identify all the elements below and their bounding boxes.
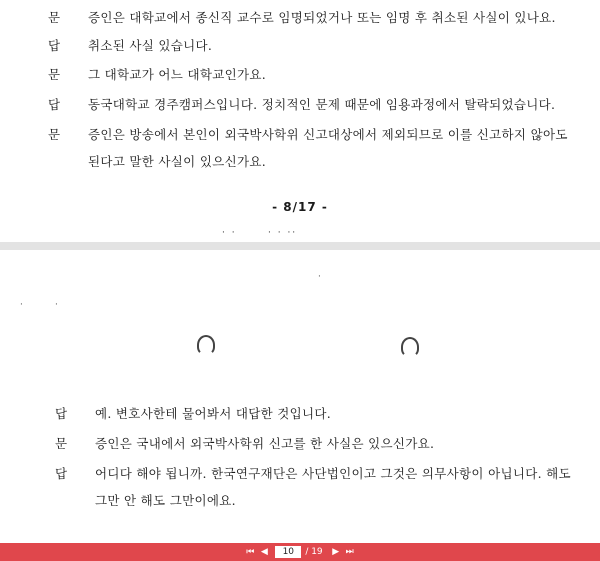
entry-text: 증인은 대학교에서 종신직 교수로 임명되었거나 또는 임명 후 취소된 사실이 있나요. xyxy=(88,10,556,25)
entry-text: 증인은 국내에서 외국박사학위 신고를 한 사실은 있으신가요. xyxy=(95,436,435,451)
entry-label: 문 xyxy=(48,67,61,82)
document-page-bottom xyxy=(0,250,600,543)
entry-text: 취소된 사실 있습니다. xyxy=(88,38,213,53)
qa-entry xyxy=(48,4,568,31)
page-gap xyxy=(0,242,600,250)
scan-speck: · xyxy=(55,300,58,310)
entry-text: 예. 변호사한테 물어봐서 대답한 것입니다. xyxy=(95,406,332,421)
next-page-icon[interactable]: ▶ xyxy=(332,547,340,557)
entry-label: 문 xyxy=(48,10,61,25)
entry-text: 그만 안 해도 그만이에요. xyxy=(95,493,236,508)
page-number: - 8/17 - xyxy=(272,200,328,214)
scan-speck: · xyxy=(318,272,321,282)
qa-entry xyxy=(55,400,575,427)
qa-entry xyxy=(55,430,575,457)
qa-entry xyxy=(48,32,568,59)
entry-text: 그 대학교가 어느 대학교인가요. xyxy=(88,67,266,82)
scan-specks: · · xyxy=(222,228,237,238)
entry-label: 문 xyxy=(55,436,68,451)
entry-label: 답 xyxy=(48,97,61,112)
entry-text: 증인은 방송에서 본인이 외국박사학위 신고대상에서 제외되므로 이를 신고하지 않아도 xyxy=(88,127,568,142)
qa-entry xyxy=(48,91,568,118)
entry-text: 동국대학교 경주캠퍼스입니다. 정치적인 문제 때문에 임용과정에서 탈락되었습니다. xyxy=(88,97,556,112)
prev-page-icon[interactable]: ◀ xyxy=(260,547,268,557)
scan-specks: · · ·· xyxy=(268,228,298,238)
qa-entry xyxy=(48,61,568,88)
punch-hole-icon xyxy=(401,337,419,357)
total-pages: / 19 xyxy=(305,547,323,557)
entry-label: 답 xyxy=(55,406,68,421)
punch-hole-icon xyxy=(197,335,215,355)
entry-text: 어디다 해야 됩니까. 한국연구재단은 사단법인이고 그것은 의무사항이 아닙니다. 해도 xyxy=(95,466,571,481)
qa-entry xyxy=(48,121,568,175)
qa-entry xyxy=(55,460,575,514)
entry-label: 답 xyxy=(48,38,61,53)
pagination-toolbar xyxy=(0,543,600,561)
page-number-input[interactable] xyxy=(275,546,301,558)
first-page-icon[interactable]: ⏮ xyxy=(246,547,255,557)
last-page-icon[interactable]: ⏭ xyxy=(345,547,354,557)
entry-label: 답 xyxy=(55,466,68,481)
scan-speck: · xyxy=(20,300,23,310)
document-page-top xyxy=(0,0,600,242)
entry-text: 된다고 말한 사실이 있으신가요. xyxy=(88,154,266,169)
entry-label: 문 xyxy=(48,127,61,142)
